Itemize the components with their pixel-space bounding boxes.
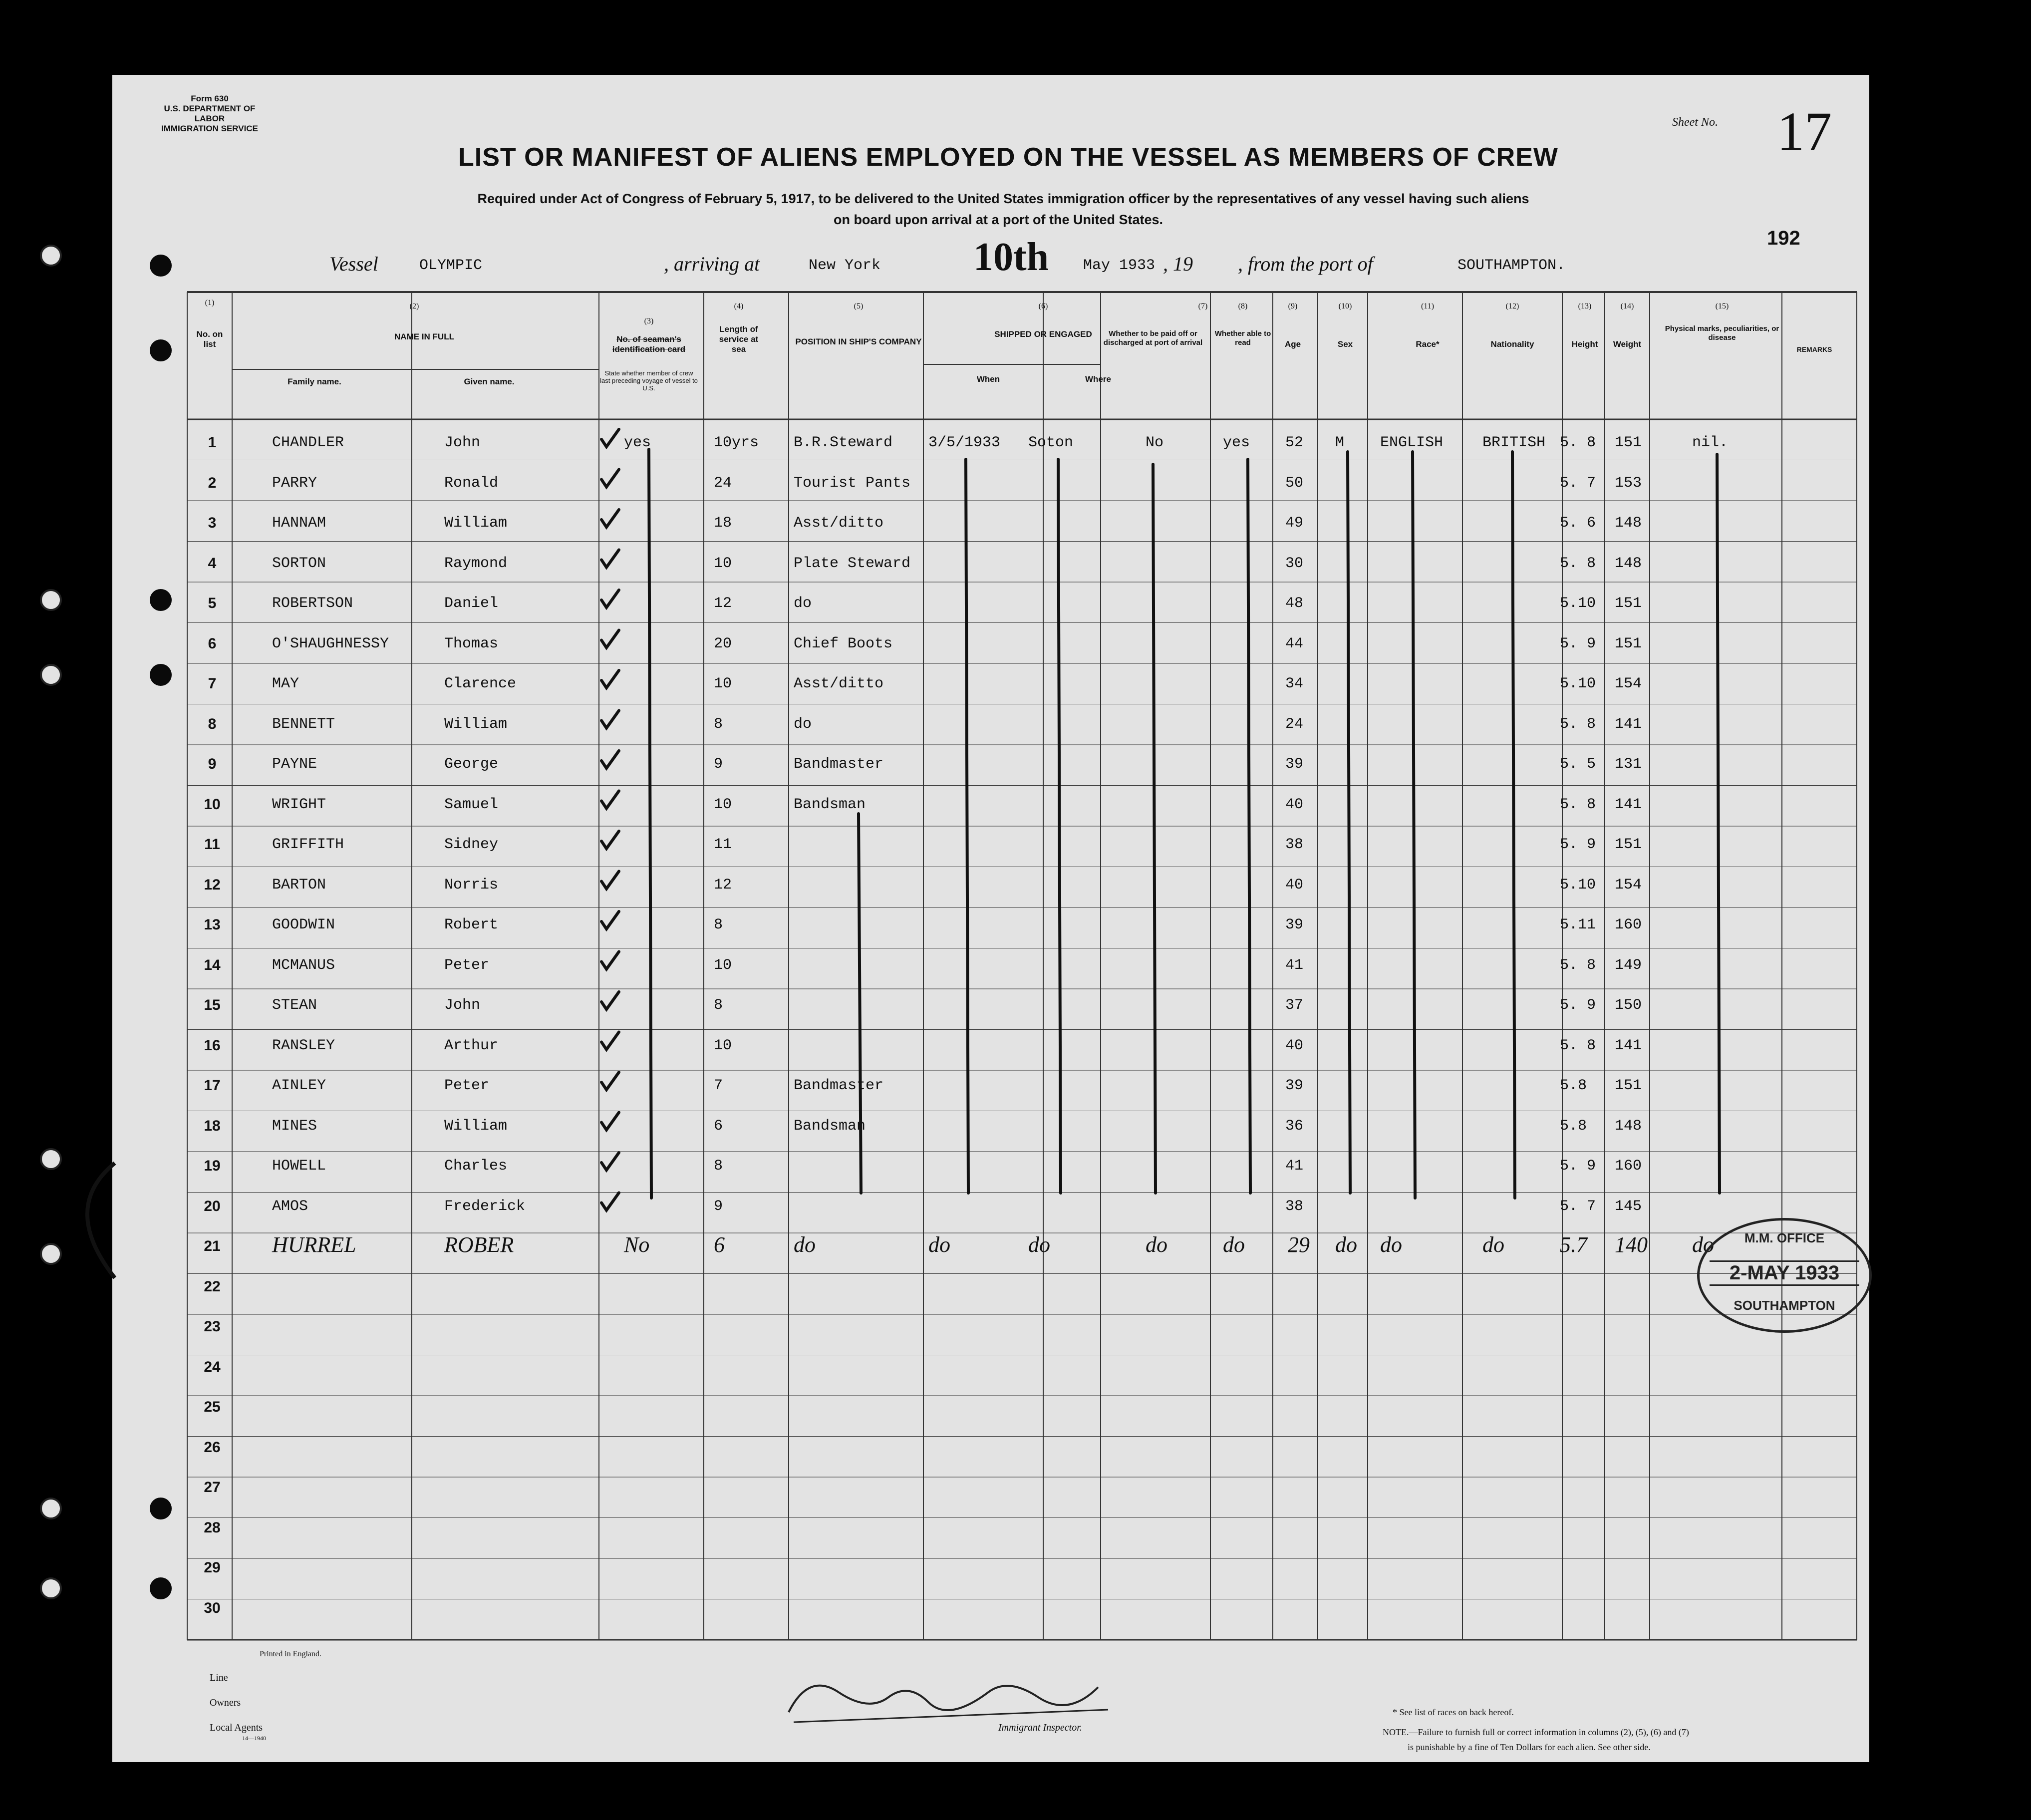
cell-weight: 149 — [1615, 956, 1642, 974]
printed-note: Printed in England. — [260, 1650, 321, 1658]
cell-weight: 141 — [1615, 715, 1642, 733]
cell-height: 5. 9 — [1560, 635, 1596, 652]
cell-weight: 151 — [1615, 836, 1642, 853]
col7-header: Whether to be paid off or discharged at port of arrival — [1103, 329, 1203, 347]
col13-header: Height — [1571, 339, 1598, 349]
row-number: 7 — [208, 675, 217, 692]
row-number: 10 — [204, 796, 221, 813]
cell-family: SORTON — [272, 555, 326, 572]
vessel-name: OLYMPIC — [419, 257, 483, 274]
cell-height: 5. 8 — [1560, 1037, 1596, 1054]
col9-header: Age — [1284, 339, 1301, 349]
cell-given: William — [444, 1117, 508, 1135]
cell-age: 38 — [1285, 836, 1304, 853]
vessel-label: Vessel — [329, 253, 378, 275]
cell-weight: 154 — [1615, 876, 1642, 894]
cell-weight: 148 — [1615, 1117, 1642, 1135]
cell-service: 20 — [714, 635, 732, 652]
col2-given-header: Given name. — [464, 377, 515, 386]
cell-family: STEAN — [272, 997, 317, 1014]
cell-weight: 148 — [1615, 515, 1642, 532]
col3-num: (3) — [644, 317, 654, 325]
col6-header: SHIPPED OR ENGAGED — [994, 329, 1092, 339]
arriving-label: , arriving at — [664, 253, 760, 275]
row-number: 17 — [204, 1077, 221, 1094]
line-label: Line — [210, 1672, 228, 1683]
cell-given: Ronald — [444, 474, 499, 492]
nineteen-label: , 19 — [1163, 253, 1193, 275]
cell-age: 39 — [1285, 1077, 1304, 1094]
cell-age: 41 — [1285, 1158, 1304, 1175]
inspector-signature — [779, 1662, 1128, 1732]
cell-age: 44 — [1285, 635, 1304, 652]
col3-header: No. of seaman's identification card — [612, 334, 686, 354]
cell-position: Bandmaster — [794, 756, 884, 773]
row-number: 6 — [208, 635, 217, 652]
stamp-bottom-text: SOUTHAMPTON — [1734, 1298, 1835, 1313]
cell-family: MAY — [272, 675, 299, 692]
cell-position: B.R.Steward — [794, 434, 893, 451]
cell-family: O'SHAUGHNESSY — [272, 635, 389, 652]
cell-given: George — [444, 756, 499, 773]
cell-prev: yes — [624, 434, 651, 451]
row-number: 19 — [204, 1158, 221, 1174]
col1-header: No. on list — [196, 329, 223, 349]
cell-height: 5.11 — [1560, 916, 1596, 933]
arrival-port: New York — [809, 257, 881, 274]
cell-given: William — [444, 715, 508, 733]
row-number: 24 — [204, 1358, 221, 1375]
cell-weight: 131 — [1615, 756, 1642, 773]
cell-height: 5. 8 — [1560, 715, 1596, 733]
cell-position: do — [794, 1232, 816, 1257]
row-number: 3 — [208, 515, 217, 531]
cell-height: 5.10 — [1560, 595, 1596, 612]
service-label: IMMIGRATION SERVICE — [161, 124, 258, 133]
cell-family: BARTON — [272, 876, 326, 894]
cell-service: 10 — [714, 555, 732, 572]
cell-family: HANNAM — [272, 515, 326, 532]
cell-weight: 160 — [1615, 916, 1642, 933]
cell-marks: do — [1692, 1232, 1714, 1257]
cell-race: do — [1380, 1232, 1402, 1257]
cell-height: 5.8 — [1560, 1077, 1587, 1094]
row-number: 16 — [204, 1037, 221, 1054]
cell-weight: 151 — [1615, 434, 1642, 451]
cell-service: 10 — [714, 675, 732, 692]
col10-header: Sex — [1337, 339, 1353, 349]
cell-when: do — [928, 1232, 950, 1257]
col6-where-header: Where — [1085, 374, 1111, 384]
cell-given: Peter — [444, 1077, 490, 1094]
cell-nat: BRITISH — [1482, 434, 1546, 451]
cell-weight: 154 — [1615, 675, 1642, 692]
owners-label: Owners — [210, 1697, 241, 1708]
cell-given: Raymond — [444, 555, 508, 572]
col5-header: POSITION IN SHIP'S COMPANY — [795, 337, 922, 346]
cell-marks: nil. — [1692, 434, 1729, 451]
cell-nat: do — [1482, 1232, 1504, 1257]
cell-height: 5.7 — [1560, 1232, 1587, 1257]
cell-given: John — [444, 997, 481, 1014]
manifest-title: LIST OR MANIFEST OF ALIENS EMPLOYED ON THE VESSEL AS MEMBERS OF CREW — [458, 143, 1558, 172]
col15-header: Physical marks, peculiarities, or disease — [1665, 324, 1779, 342]
fine-note-2: is punishable by a fine of Ten Dollars for each alien. See other side. — [1408, 1742, 1651, 1752]
local-agents-label: Local Agents — [210, 1722, 263, 1733]
row-number: 11 — [204, 836, 220, 853]
cell-given: Peter — [444, 956, 490, 974]
cell-family: GOODWIN — [272, 916, 335, 933]
row-number: 12 — [204, 876, 221, 893]
cell-position: Plate Steward — [794, 555, 911, 572]
remarks-header: REMARKS — [1796, 345, 1832, 353]
row-number: 18 — [204, 1117, 221, 1134]
row-number: 30 — [204, 1599, 221, 1616]
col4-num: (4) — [734, 302, 744, 310]
cell-family: PARRY — [272, 474, 317, 492]
cell-age: 40 — [1285, 1037, 1304, 1054]
cell-age: 38 — [1285, 1198, 1304, 1215]
sheet-number: 17 — [1777, 101, 1832, 162]
cell-height: 5. 8 — [1560, 796, 1596, 813]
cell-weight: 151 — [1615, 1077, 1642, 1094]
cell-service: 6 — [714, 1232, 725, 1257]
cell-age: 52 — [1285, 434, 1304, 451]
row-number: 4 — [208, 555, 217, 572]
arrival-month-year: May 1933 — [1083, 257, 1156, 274]
cell-family: MINES — [272, 1117, 317, 1135]
row-number: 28 — [204, 1519, 221, 1536]
col8-num: (8) — [1238, 302, 1248, 310]
cell-position: Bandsman — [794, 1117, 866, 1135]
cell-weight: 145 — [1615, 1198, 1642, 1215]
col2-family-header: Family name. — [288, 377, 341, 386]
row-number: 23 — [204, 1318, 221, 1335]
row-number: 27 — [204, 1479, 221, 1496]
departure-port: SOUTHAMPTON. — [1457, 257, 1566, 274]
cell-service: 12 — [714, 595, 732, 612]
col13-num: (13) — [1578, 302, 1592, 310]
cell-age: 40 — [1285, 796, 1304, 813]
cell-service: 10 — [714, 956, 732, 974]
cell-height: 5. 8 — [1560, 434, 1596, 451]
cell-family: GRIFFITH — [272, 836, 344, 853]
row-number: 2 — [208, 474, 217, 491]
col2-header: NAME IN FULL — [394, 332, 454, 341]
col8-header: Whether able to read — [1214, 329, 1271, 347]
cell-position: Asst/ditto — [794, 675, 884, 692]
col6-when-header: When — [976, 374, 1000, 384]
cell-given: Norris — [444, 876, 499, 894]
col6-num: (6) — [1038, 302, 1048, 310]
cell-family: AINLEY — [272, 1077, 326, 1094]
manifest-subtitle-1: Required under Act of Congress of February 5, 1917, to be delivered to the United States immigration officer by the representatives of any vessel having such aliens — [477, 191, 1529, 206]
cell-age: 36 — [1285, 1117, 1304, 1135]
cell-height: 5. 8 — [1560, 956, 1596, 974]
col15-num: (15) — [1715, 302, 1729, 310]
cell-race: ENGLISH — [1380, 434, 1444, 451]
col9-num: (9) — [1288, 302, 1298, 310]
cell-family: HURREL — [272, 1232, 356, 1257]
cell-weight: 151 — [1615, 595, 1642, 612]
department-label: U.S. DEPARTMENT OF LABOR — [164, 104, 256, 123]
cell-position: Chief Boots — [794, 635, 893, 652]
row-number: 26 — [204, 1439, 221, 1456]
cell-height: 5. 9 — [1560, 836, 1596, 853]
cell-service: 8 — [714, 916, 723, 933]
cell-service: 9 — [714, 756, 723, 773]
cell-service: 11 — [714, 836, 732, 853]
cell-service: 18 — [714, 515, 732, 532]
cell-age: 24 — [1285, 715, 1304, 733]
cell-position: Bandmaster — [794, 1077, 884, 1094]
cell-weight: 140 — [1615, 1232, 1648, 1257]
races-note: * See list of races on back hereof. — [1393, 1707, 1514, 1717]
cell-age: 37 — [1285, 997, 1304, 1014]
cell-age: 41 — [1285, 956, 1304, 974]
row-number: 25 — [204, 1399, 221, 1415]
row-number: 22 — [204, 1278, 221, 1295]
col12-num: (12) — [1505, 302, 1519, 310]
stamp-date: 2-MAY 1933 — [1710, 1260, 1859, 1286]
cell-given: Samuel — [444, 796, 499, 813]
cell-given: Arthur — [444, 1037, 499, 1054]
cell-height: 5. 5 — [1560, 756, 1596, 773]
col11-num: (11) — [1421, 302, 1435, 310]
cell-paid: do — [1146, 1232, 1167, 1257]
row-number: 5 — [208, 595, 217, 611]
col12-header: Nationality — [1490, 339, 1534, 349]
row-number: 8 — [208, 715, 217, 732]
mm-office-stamp — [1697, 1218, 1872, 1333]
cell-service: 10yrs — [714, 434, 759, 451]
col5-num: (5) — [854, 302, 864, 310]
cell-service: 10 — [714, 1037, 732, 1054]
cell-read: do — [1223, 1232, 1245, 1257]
cell-service: 7 — [714, 1077, 723, 1094]
cell-age: 30 — [1285, 555, 1304, 572]
cell-height: 5. 9 — [1560, 1158, 1596, 1175]
cell-age: 49 — [1285, 515, 1304, 532]
cell-family: PAYNE — [272, 756, 317, 773]
col7-num: (7) — [1198, 302, 1208, 310]
cell-position: do — [794, 715, 812, 733]
cell-weight: 141 — [1615, 1037, 1642, 1054]
manifest-subtitle-2: on board upon arrival at a port of the United States. — [833, 212, 1163, 227]
cell-height: 5.10 — [1560, 675, 1596, 692]
cell-age: 50 — [1285, 474, 1304, 492]
cell-given: Robert — [444, 916, 499, 933]
cell-given: William — [444, 515, 508, 532]
cell-family: HOWELL — [272, 1158, 326, 1175]
row-number: 13 — [204, 916, 221, 933]
col10-num: (10) — [1338, 302, 1352, 310]
cell-weight: 150 — [1615, 997, 1642, 1014]
cell-service: 8 — [714, 715, 723, 733]
cell-weight: 141 — [1615, 796, 1642, 813]
cell-given: Frederick — [444, 1198, 526, 1215]
stamp-top-text: M.M. OFFICE — [1744, 1230, 1825, 1245]
cell-service: 12 — [714, 876, 732, 894]
row-number: 20 — [204, 1198, 221, 1214]
cell-age: 40 — [1285, 876, 1304, 894]
cell-sex: M — [1335, 434, 1345, 451]
cell-sex: do — [1335, 1232, 1357, 1257]
cell-weight: 148 — [1615, 555, 1642, 572]
form-number: Form 630 — [191, 94, 229, 103]
sheet-label: Sheet No. — [1672, 116, 1718, 129]
cell-position: Bandsman — [794, 796, 866, 813]
cell-given: Sidney — [444, 836, 499, 853]
cell-age: 48 — [1285, 595, 1304, 612]
cell-age: 39 — [1285, 756, 1304, 773]
cell-position: Tourist Pants — [794, 474, 911, 492]
col4-header: Length of service at sea — [719, 324, 759, 354]
col14-header: Weight — [1613, 339, 1642, 349]
cell-where: Soton — [1028, 434, 1074, 451]
cell-given: Thomas — [444, 635, 499, 652]
cell-weight: 160 — [1615, 1158, 1642, 1175]
cell-height: 5.8 — [1560, 1117, 1587, 1135]
cell-when: 3/5/1933 — [928, 434, 1001, 451]
cell-given: Charles — [444, 1158, 508, 1175]
cell-family: RANSLEY — [272, 1037, 335, 1054]
cell-family: BENNETT — [272, 715, 335, 733]
cell-position: Asst/ditto — [794, 515, 884, 532]
cell-weight: 151 — [1615, 635, 1642, 652]
cell-given: John — [444, 434, 481, 451]
cell-read: yes — [1223, 434, 1250, 451]
cell-service: 24 — [714, 474, 732, 492]
col2-num: (2) — [409, 302, 419, 310]
cell-age: 34 — [1285, 675, 1304, 692]
inspector-label: Immigrant Inspector. — [998, 1722, 1082, 1733]
cell-height: 5. 8 — [1560, 555, 1596, 572]
cell-given: Daniel — [444, 595, 499, 612]
cell-family: ROBERTSON — [272, 595, 353, 612]
cell-service: 8 — [714, 1158, 723, 1175]
cell-service: 10 — [714, 796, 732, 813]
cell-service: 9 — [714, 1198, 723, 1215]
cell-service: 6 — [714, 1117, 723, 1135]
cell-weight: 153 — [1615, 474, 1642, 492]
cell-family: AMOS — [272, 1198, 308, 1215]
row-number: 9 — [208, 756, 217, 772]
cell-prev: No — [624, 1232, 650, 1257]
cell-height: 5. 7 — [1560, 1198, 1596, 1215]
fine-note-1: NOTE.—Failure to furnish full or correct information in columns (2), (5), (6) and (7) — [1383, 1727, 1689, 1737]
cell-age: 39 — [1285, 916, 1304, 933]
col3-note: State whether member of crew last preceding voyage of vessel to U.S. — [600, 369, 698, 392]
cell-service: 8 — [714, 997, 723, 1014]
form-code: 14—1940 — [242, 1735, 266, 1742]
arrival-day: 10th — [973, 235, 1049, 279]
row-number: 15 — [204, 997, 221, 1013]
cell-height: 5. 6 — [1560, 515, 1596, 532]
from-port-label: , from the port of — [1238, 253, 1373, 275]
row-number: 29 — [204, 1559, 221, 1576]
cell-given: Clarence — [444, 675, 517, 692]
cell-family: CHANDLER — [272, 434, 344, 451]
col1-num: (1) — [205, 299, 215, 307]
cell-age: 29 — [1288, 1232, 1310, 1257]
page-code: 192 — [1767, 227, 1800, 249]
cell-family: MCMANUS — [272, 956, 335, 974]
cell-given: ROBER — [444, 1232, 514, 1257]
cell-height: 5. 7 — [1560, 474, 1596, 492]
row-number: 14 — [204, 956, 221, 973]
row-number: 21 — [204, 1238, 221, 1254]
cell-where: do — [1028, 1232, 1050, 1257]
cell-height: 5.10 — [1560, 876, 1596, 894]
cell-family: WRIGHT — [272, 796, 326, 813]
cell-height: 5. 9 — [1560, 997, 1596, 1014]
row-number: 1 — [208, 434, 217, 451]
col11-header: Race* — [1416, 339, 1440, 349]
col14-num: (14) — [1620, 302, 1634, 310]
cell-paid: No — [1146, 434, 1164, 451]
cell-position: do — [794, 595, 812, 612]
